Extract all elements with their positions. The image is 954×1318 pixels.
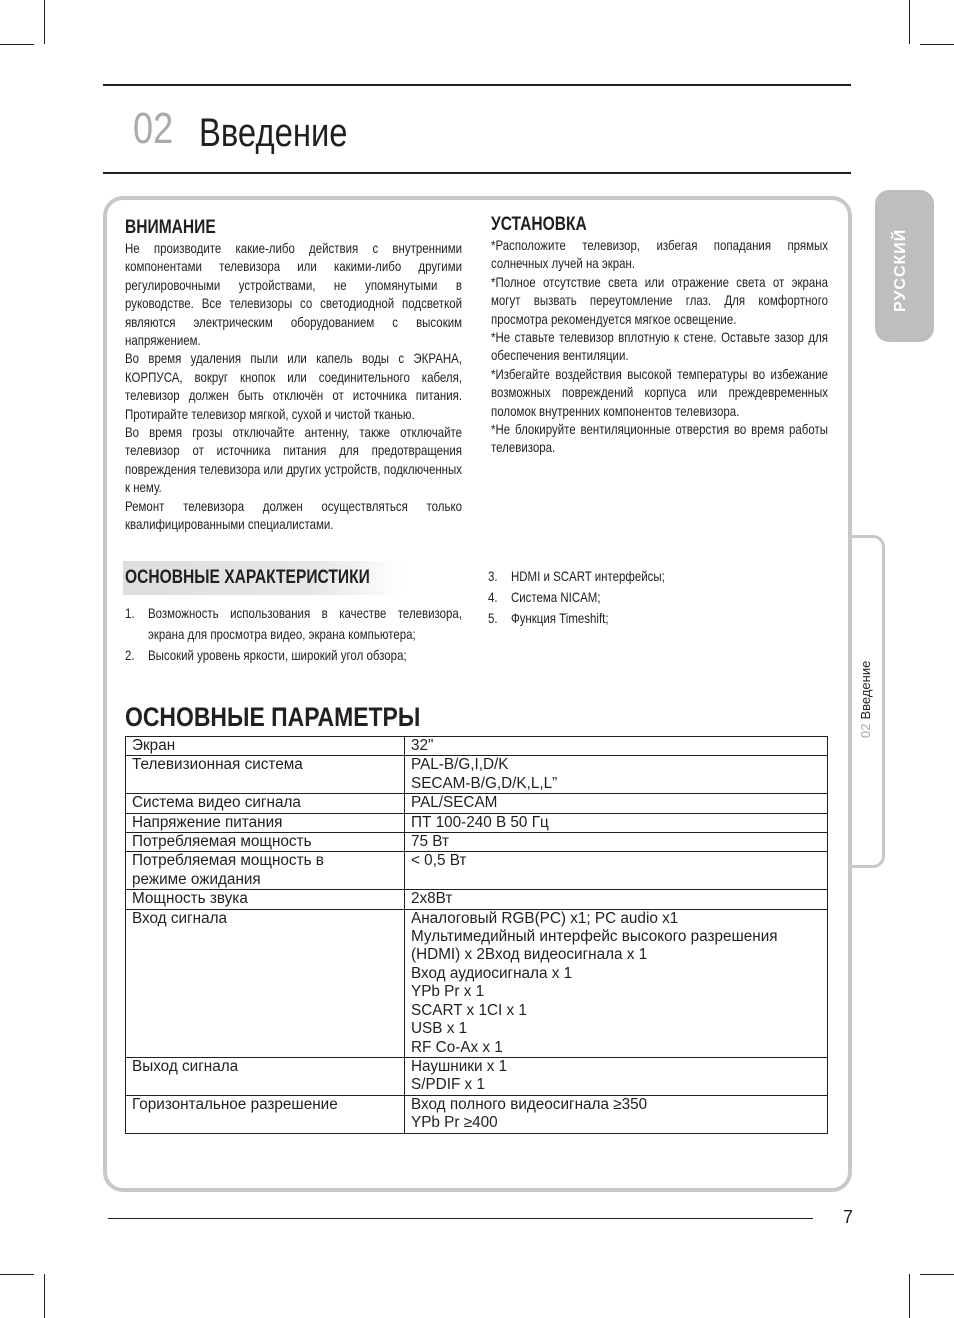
list-item-number: 1. (125, 605, 135, 621)
param-value-cell (405, 756, 828, 794)
features-list-left (125, 603, 536, 666)
installation-section (491, 214, 902, 457)
table-row (126, 833, 828, 852)
list-item-text: Возможность использования в качестве телевизора, экрана для просмотра видео, экрана компьютера; (147, 605, 463, 642)
table-row (126, 852, 828, 890)
warning-title: ВНИМАНИЕ (125, 217, 216, 238)
header-rule-bottom (103, 172, 851, 174)
param-value-cell (405, 833, 828, 852)
warning-paragraph: Во время грозы отключайте антенну, также отключайте телевизор от источника питания для предотвращения повреждения телевизора или других устройств, подключенных к нему. (125, 424, 463, 496)
table-cell-line: Мощность звука (132, 890, 248, 908)
param-value-cell (405, 909, 828, 1057)
installation-title: УСТАНОВКА (491, 214, 587, 235)
table-row (126, 737, 828, 756)
list-item-number: 2. (125, 647, 135, 663)
table-row (126, 909, 828, 1057)
features-title: ОСНОВНЫЕ ХАРАКТЕРИСТИКИ (125, 567, 370, 588)
list-item (125, 603, 462, 645)
features-list-right (488, 566, 848, 629)
param-name-cell (126, 813, 405, 832)
table-cell-line: 75 Вт (411, 833, 449, 851)
table-cell-line: Вход сигнала (132, 909, 228, 927)
crop-mark (0, 44, 34, 45)
crop-mark (44, 0, 45, 44)
param-name-cell (126, 890, 405, 909)
param-value-cell (405, 852, 828, 890)
table-cell-line: режиме ожидания (132, 870, 261, 888)
table-row (126, 794, 828, 813)
params-title: ОСНОВНЫЕ ПАРАМЕТРЫ (125, 702, 421, 732)
list-item-text: Высокий уровень яркости, широкий угол обзора; (147, 647, 407, 663)
table-cell-line: 32" (411, 737, 434, 754)
table-cell-line: Напряжение питания (132, 813, 283, 831)
table-cell-line: 2x8Вт (411, 890, 453, 908)
param-value-cell (405, 737, 828, 756)
list-item-number: 4. (488, 589, 498, 605)
table-cell-line: YPb Pr ≥400 (411, 1114, 498, 1132)
param-name-cell (126, 909, 405, 1057)
installation-paragraph: *Расположите телевизор, избегая попадания прямых солнечных лучей на экран. (491, 237, 829, 272)
list-item-text: Функция Timeshift; (510, 610, 609, 626)
crop-mark (44, 1274, 45, 1318)
param-name-cell (126, 756, 405, 794)
crop-mark (920, 44, 954, 45)
table-cell-line: Выход сигнала (132, 1057, 239, 1075)
crop-mark (920, 1274, 954, 1275)
table-row (126, 1057, 828, 1095)
table-cell-line: (HDMI) x 2Вход видеосигнала x 1 (411, 946, 648, 964)
chapter-number: 02 (133, 104, 174, 153)
warning-paragraph: Не производите какие-либо действия с внутренними компонентами телевизора или какими-либо другими регулировочными устройствами, не упомянутыми в руководстве. Все телевизоры со светодиодной подсветкой являются электрическим оборудованием с высоким напряжением. (125, 240, 463, 349)
list-item-number: 3. (488, 568, 498, 584)
list-item-number: 5. (488, 610, 498, 626)
param-name-cell (126, 833, 405, 852)
chapter-title: Введение (199, 111, 348, 155)
crop-mark (0, 1274, 34, 1275)
header-rule-top (103, 84, 851, 86)
table-cell-line: Потребляемая мощность (132, 833, 312, 851)
list-item (125, 645, 462, 666)
installation-paragraph: *Не ставьте телевизор вплотную к стене. Оставьте зазор для обеспечения вентиляции. (491, 329, 829, 364)
crop-mark (909, 1274, 910, 1318)
table-cell-line: SECAM-B/G,D/K,L,L” (411, 774, 558, 792)
table-cell-line: Вход аудиосигнала x 1 (411, 964, 573, 982)
params-table (125, 736, 828, 1134)
table-cell-line: Наушники x 1 (411, 1057, 508, 1075)
warning-paragraph: Во время удаления пыли или капель воды с ЭКРАНА, КОРПУСА, вокруг кнопок или соединительного кабеля, телевизор должен быть отключён от источника питания. Протирайте телевизор мягкой, сухой и чистой тканью. (125, 350, 463, 422)
param-value-cell (405, 794, 828, 813)
param-name-cell (126, 852, 405, 890)
param-value-cell (405, 813, 828, 832)
list-item-text: Система NICAM; (510, 589, 601, 605)
table-cell-line: Телевизионная система (132, 756, 303, 774)
warning-section (125, 217, 536, 534)
crop-mark (909, 0, 910, 44)
table-cell-line: Аналоговый RGB(PC) x1; PC audio x1 (411, 909, 679, 927)
table-cell-line: USB x 1 (411, 1020, 468, 1038)
list-item (488, 566, 783, 587)
param-value-cell (405, 1057, 828, 1095)
list-item (488, 587, 783, 608)
param-name-cell (126, 1095, 405, 1133)
table-cell-line: PAL/SECAM (411, 794, 498, 812)
table-cell-line: Потребляемая мощность в (132, 852, 324, 870)
table-row (126, 890, 828, 909)
table-cell-line: Экран (132, 737, 176, 754)
installation-paragraph: *Полное отсутствие света или отражение света от экрана могут вызвать переутомление глаз. Для комфортного просмотра рекомендуется мягкое освещение. (491, 273, 829, 327)
table-row (126, 1095, 828, 1133)
section-side-label (858, 661, 873, 738)
param-value-cell (405, 1095, 828, 1133)
table-row (126, 813, 828, 832)
table-cell-line: Мультимедийный интерфейс высокого разрешения (411, 928, 778, 946)
table-cell-line: Система видео сигнала (132, 794, 301, 812)
page-number: 7 (843, 1207, 854, 1227)
list-item (488, 608, 783, 629)
table-cell-line: YPb Pr x 1 (411, 983, 485, 1001)
table-row (126, 756, 828, 794)
installation-paragraph: *Не блокируйте вентиляционные отверстия во время работы телевизора. (491, 421, 829, 456)
table-cell-line: PAL-B/G,I,D/K (411, 756, 509, 774)
table-cell-line: Вход полного видеосигнала ≥350 (411, 1095, 648, 1113)
table-cell-line: < 0,5 Вт (411, 852, 467, 870)
side-tab-label: Введение (858, 660, 873, 720)
param-name-cell (126, 794, 405, 813)
table-cell-line: RF Co-Ax x 1 (411, 1038, 503, 1056)
installation-paragraph: *Избегайте воздействия высокой температуры во избежание возможных повреждений корпуса или преждевременных поломок внутренних компонентов телевизора. (491, 365, 829, 419)
warning-paragraph: Ремонт телевизора должен осуществляться только квалифицированными специалистами. (125, 497, 463, 533)
language-tab-label: РУССКИЙ (892, 228, 909, 312)
param-value-cell (405, 890, 828, 909)
table-cell-line: S/PDIF x 1 (411, 1076, 485, 1094)
param-name-cell (126, 737, 405, 756)
footer-rule (108, 1218, 813, 1219)
param-name-cell (126, 1057, 405, 1095)
side-tab-number: 02 (858, 723, 873, 738)
list-item-text: HDMI и SCART интерфейсы; (510, 568, 665, 584)
table-cell-line: ПТ 100-240 В 50 Гц (411, 813, 549, 831)
table-cell-line: SCART x 1CI x 1 (411, 1001, 527, 1019)
table-cell-line: Горизонтальное разрешение (132, 1095, 338, 1113)
